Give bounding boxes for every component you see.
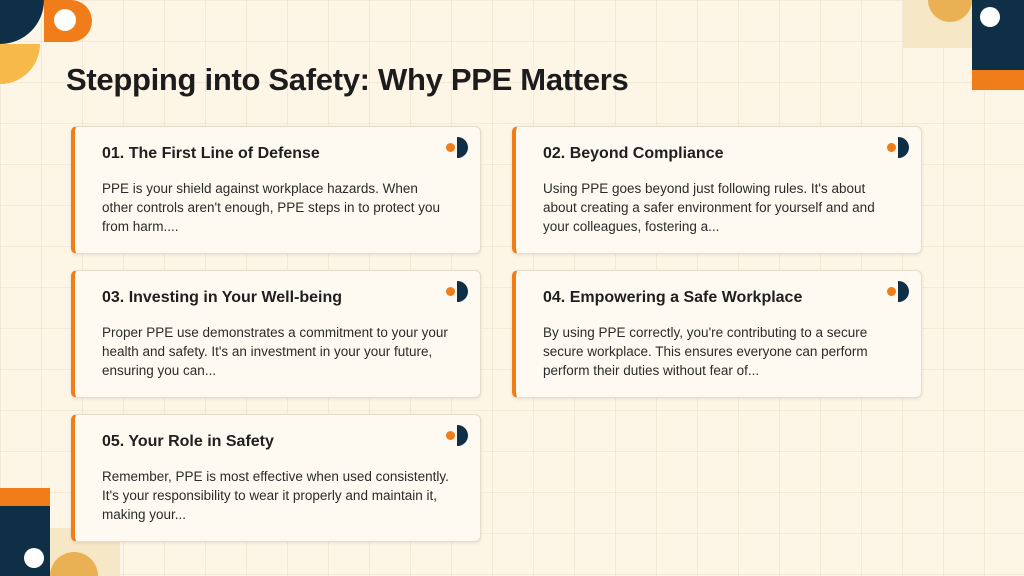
dot-half-circle-icon (446, 281, 470, 303)
card-body: Proper PPE use demonstrates a commitment to your your health and safety. It's an investment in your your future, ensuring you can... (102, 325, 448, 378)
info-card-2 (512, 126, 922, 254)
corner-decoration-dot (980, 7, 1000, 27)
card-heading: 05. Your Role in Safety (102, 433, 274, 450)
info-card-1 (71, 126, 481, 254)
card-heading: 02. Beyond Compliance (543, 145, 724, 162)
info-card-3 (71, 270, 481, 398)
card-heading: 03. Investing in Your Well-being (102, 289, 343, 306)
corner-decoration-orange (972, 70, 1024, 90)
info-card-5 (71, 414, 481, 542)
card-body: PPE is your shield against workplace hazards. When other controls aren't enough, PPE steps in to protect you from harm.... (102, 181, 441, 234)
card-body: Using PPE goes beyond just following rules. It's about about creating a safer environment for yourself and and your colleagues, fostering a... (543, 181, 875, 234)
corner-decoration-yellow (0, 44, 40, 84)
card-body: Remember, PPE is most effective when used consistently. It's your responsibility to wear it properly and maintain it, making your... (102, 469, 449, 522)
dot-half-circle-icon (887, 137, 911, 159)
corner-decoration-dot (54, 9, 76, 31)
corner-decoration-dot (24, 548, 44, 568)
corner-decoration-orange (0, 488, 50, 506)
corner-decoration-navy (0, 0, 44, 44)
corner-decoration-navy (0, 506, 50, 576)
dot-half-circle-icon (446, 137, 470, 159)
info-card-4 (512, 270, 922, 398)
dot-half-circle-icon (446, 425, 470, 447)
card-body: By using PPE correctly, you're contributing to a secure secure workplace. This ensures everyone can perform perform their duties without fear of... (543, 325, 868, 378)
dot-half-circle-icon (887, 281, 911, 303)
card-heading: 04. Empowering a Safe Workplace (543, 289, 803, 306)
card-heading: 01. The First Line of Defense (102, 145, 320, 162)
page-title: Stepping into Safety: Why PPE Matters (66, 62, 629, 97)
